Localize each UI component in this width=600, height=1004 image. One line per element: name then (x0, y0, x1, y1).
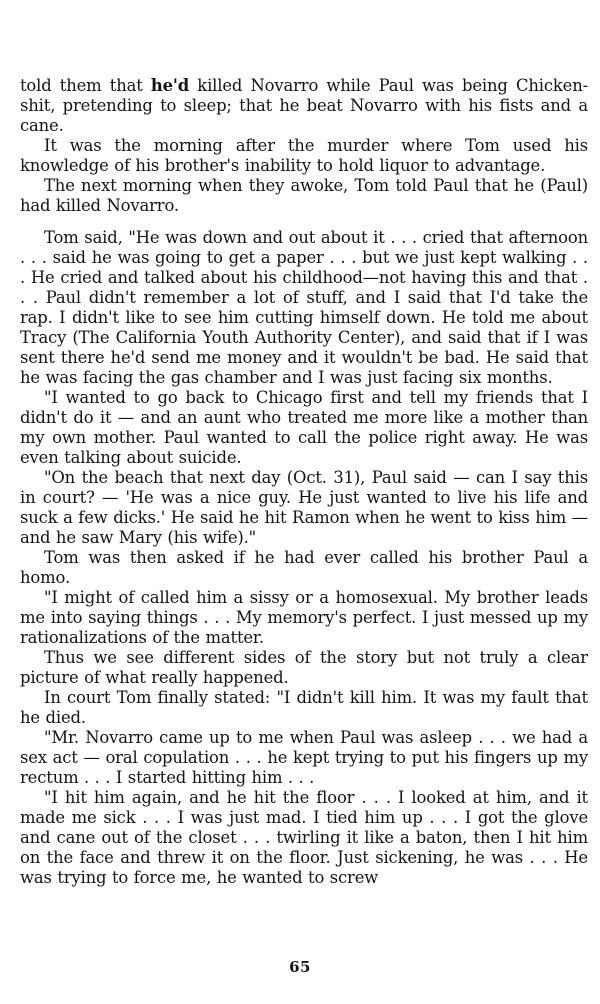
paragraph (20, 468, 588, 548)
paragraph (20, 548, 588, 588)
paragraph-text: The next morning when they awoke, Tom told Paul that he (Paul) had killed Novarro. (20, 176, 588, 215)
paragraph-text: Tom was then asked if he had ever called his brother Paul a homo. (20, 548, 588, 587)
paragraph (20, 648, 588, 688)
paragraph-text: Tom said, "He was down and out about it . . . cried that afternoon . . . said he was going to get a paper . . . but we just kept walking . . . He cried and talked about his childhood—not having this and that . . . Paul didn't remember a lot of stuff, and I said that I'd take the rap. I didn't like to see him cutting himself down. He told me about Tracy (The California Youth Authority Center), and said that if I was sent there he'd send me money and it wouldn't be bad. He said that he was facing the gas chamber and I was just facing six months. (20, 228, 588, 387)
paragraph-text: "On the beach that next day (Oct. 31), Paul said — can I say this in court? — 'He was a nice guy. He just wanted to live his life and suck a few dicks.' He said he hit Ramon when he went to kiss him — and he saw Mary (his wife)." (20, 468, 588, 547)
paragraph-text-continued: killed Novarro while Paul was being Chicken-shit, pretending to sleep; that he beat Novarro with his fists and a cane. (20, 76, 588, 135)
paragraph (20, 228, 588, 388)
paragraph-text: "Mr. Novarro came up to me when Paul was asleep . . . we had a sex act — oral copulation . . . he kept trying to put his fingers up my rectum . . . I started hitting him . . . (20, 728, 588, 787)
paragraph (20, 728, 588, 788)
paragraph (20, 788, 588, 888)
paragraph-text: In court Tom finally stated: "I didn't kill him. It was my fault that he died. (20, 688, 588, 727)
paragraph-text: "I wanted to go back to Chicago first and tell my friends that I didn't do it — and an aunt who treated me more like a mother than my own mother. Paul wanted to call the police right away. He was even talking about suicide. (20, 388, 588, 467)
paragraph (20, 688, 588, 728)
paragraph (20, 588, 588, 648)
emphasized-word: he'd (150, 76, 190, 95)
paragraph-text: "I might of called him a sissy or a homosexual. My brother leads me into saying things . . . My memory's perfect. I just messed up my rationalizations of the matter. (20, 588, 588, 647)
paragraph-text: told them that (20, 76, 151, 95)
page-number: 65 (289, 958, 311, 976)
paragraph-text: It was the morning after the murder where Tom used his knowledge of his brother's inability to hold liquor to advantage. (20, 136, 588, 175)
paragraph (20, 136, 588, 176)
paragraph (20, 388, 588, 468)
paragraph (20, 176, 588, 216)
paragraph-text: Thus we see different sides of the story but not truly a clear picture of what really happened. (20, 648, 588, 687)
page-body (20, 76, 588, 888)
paragraph-text: "I hit him again, and he hit the floor . . . I looked at him, and it made me sick . . . I was just mad. I tied him up . . . I got the glove and cane out of the closet . . . twirling it like a baton, then I hit him on the face and threw it on the floor. Just sickening, he was . . . He was trying to force me, he wanted to screw (20, 788, 588, 887)
paragraph (20, 76, 588, 136)
